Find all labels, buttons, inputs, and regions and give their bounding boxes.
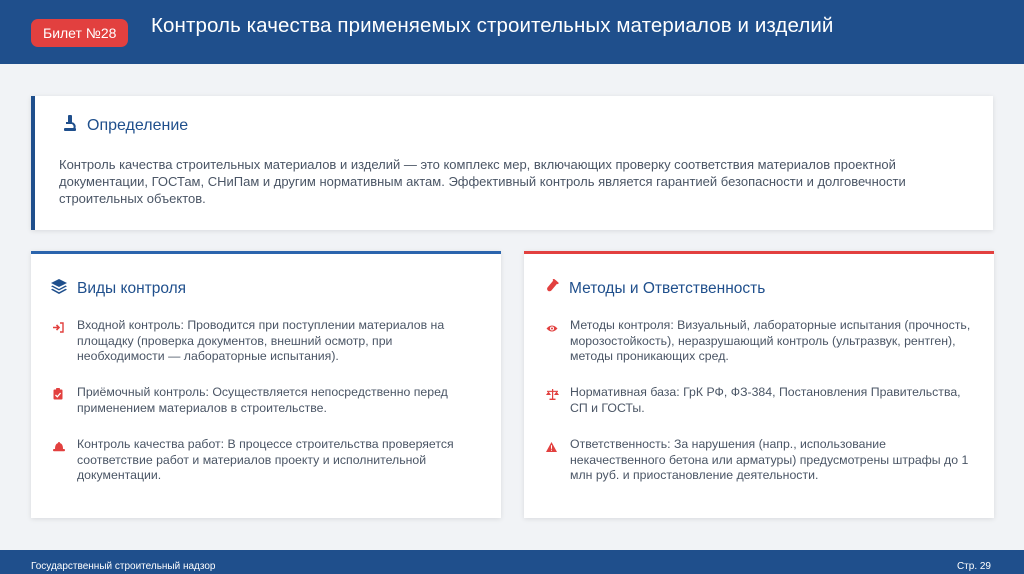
balance-scale-icon (546, 385, 570, 405)
ticket-badge: Билет №28 (31, 19, 128, 47)
item-text: Приёмочный контроль: Осуществляется непосредственно перед применением материалов в строительстве. (77, 385, 448, 415)
methods-card (524, 251, 994, 518)
hard-hat-icon (53, 437, 77, 457)
test-tube-icon (544, 279, 559, 299)
control-types-title: Виды контроля (77, 280, 187, 297)
methods-header (544, 279, 765, 299)
item-text: Ответственность: За нарушения (напр., использование некачественного бетона или арматуры) предусмотрены штрафы до 1 млн руб. и приостановление деятельности. (570, 437, 969, 482)
control-types-header (51, 279, 186, 299)
eye-icon (546, 318, 570, 338)
item-text: Методы контроля: Визуальный, лабораторные испытания (прочность, морозостойкость), неразрушающий контроль (ультразвук, рентген), методы проникающих сред. (570, 318, 971, 363)
header-bar (0, 0, 1024, 64)
definition-text: Контроль качества строительных материалов и изделий — это комплекс мер, включающих проверку соответствия материалов проектной документации, ГОСТам, СНиПам и другим нормативным актам. Эффективный контроль является гарантией безопасности и долговечности строительных объектов. (59, 157, 906, 206)
list-item (53, 385, 483, 416)
definition-card (31, 96, 993, 230)
methods-title: Методы и Ответственность (569, 280, 766, 297)
footer-bar (0, 550, 1024, 574)
list-item (546, 385, 976, 416)
footer-organization: Государственный строительный надзор (31, 561, 216, 572)
warning-icon (546, 437, 570, 457)
list-item (546, 437, 976, 484)
control-types-card (31, 251, 501, 518)
microscope-icon (63, 115, 77, 136)
sign-in-icon (53, 318, 77, 338)
item-text: Входной контроль: Проводится при поступлении материалов на площадку (проверка документов, внешний осмотр, при необходимости — лабораторные испытания). (77, 318, 445, 363)
definition-title: Определение (87, 116, 189, 134)
item-text: Контроль качества работ: В процессе строительства проверяется соответствие работ и материалов проекту и исполнительной документации. (77, 437, 454, 482)
clipboard-check-icon (53, 385, 77, 405)
page-number: Стр. 29 (956, 561, 991, 572)
item-text: Нормативная база: ГрК РФ, ФЗ-384, Постановления Правительства, СП и ГОСТы. (570, 385, 961, 415)
list-item (53, 437, 483, 484)
layers-icon (51, 279, 67, 299)
page-title: Контроль качества применяемых строительных материалов и изделий (151, 14, 834, 37)
list-item (53, 318, 483, 365)
list-item (546, 318, 976, 365)
definition-header (63, 115, 188, 136)
